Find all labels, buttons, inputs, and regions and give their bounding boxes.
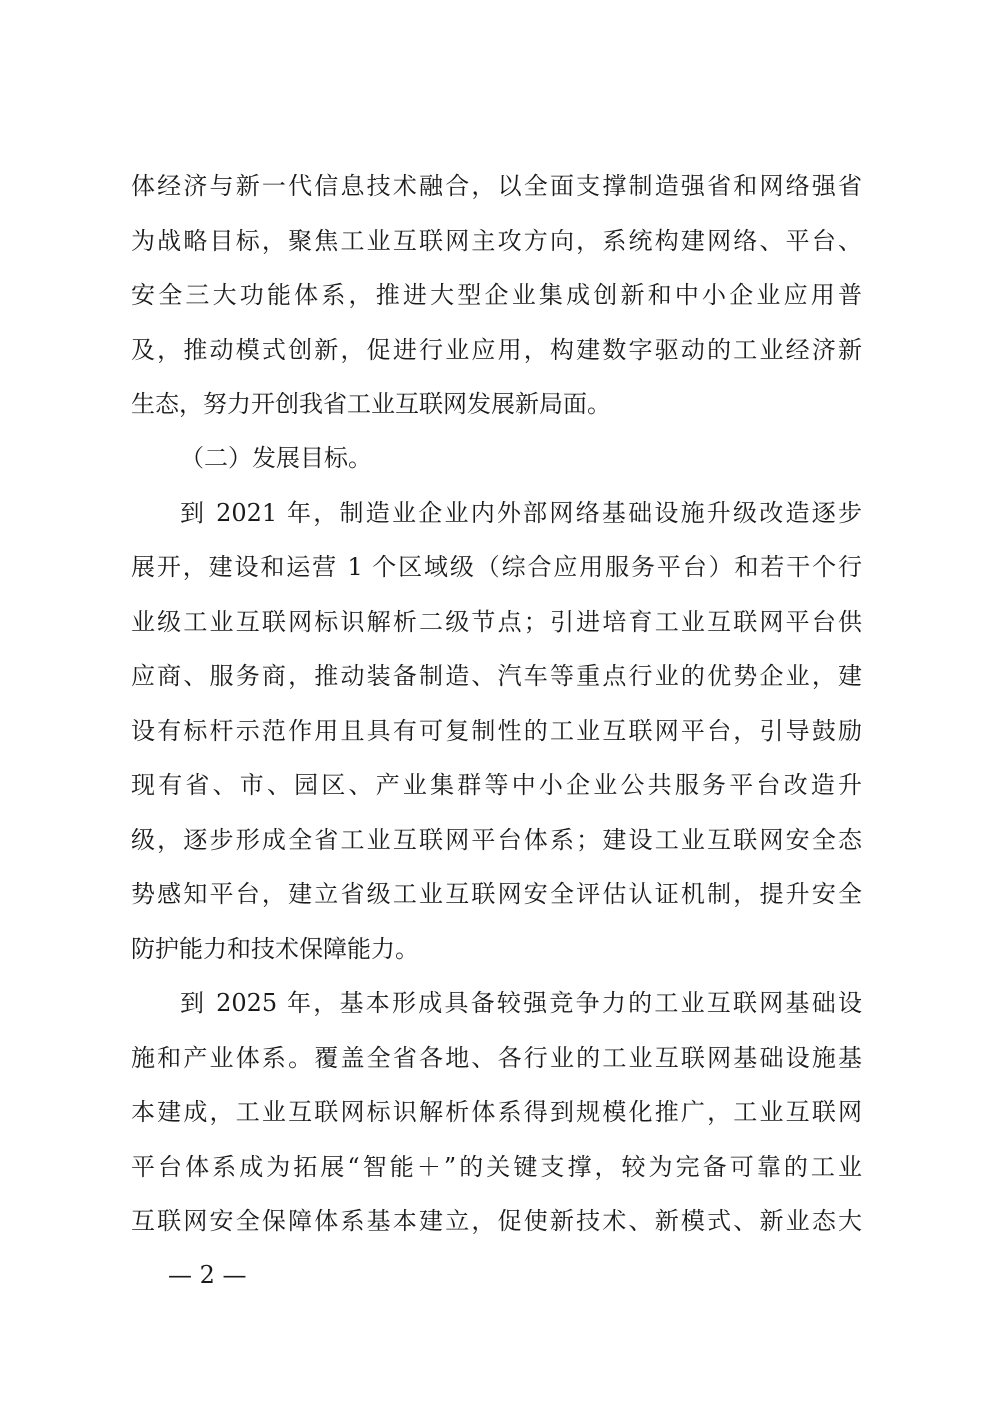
paragraph-1-line-4: 及，推动模式创新，促进行业应用，构建数字驱动的工业经济新 [131, 336, 862, 364]
paragraph-1-line-2: 为战略目标，聚焦工业互联网主攻方向，系统构建网络、平台、 [131, 227, 862, 255]
paragraph-3-line-3: 本建成，工业互联网标识解析体系得到规模化推广，工业互联网 [131, 1098, 862, 1126]
paragraph-3-line-4: 平台体系成为拓展“智能＋”的关键支撑，较为完备可靠的工业 [131, 1153, 862, 1181]
paragraph-3-line-2: 施和产业体系。覆盖全省各地、各行业的工业互联网基础设施基 [131, 1044, 862, 1072]
paragraph-1-line-3: 安全三大功能体系，推进大型企业集成创新和中小企业应用普 [131, 281, 862, 309]
paragraph-2-line-4: 应商、服务商，推动装备制造、汽车等重点行业的优势企业，建 [131, 662, 862, 690]
paragraph-1-line-1: 体经济与新一代信息技术融合，以全面支撑制造强省和网络强省 [131, 172, 862, 200]
paragraph-3-line-1: 到 2025 年，基本形成具备较强竞争力的工业互联网基础设 [180, 989, 862, 1017]
paragraph-2-line-3: 业级工业互联网标识解析二级节点；引进培育工业互联网平台供 [131, 608, 862, 636]
paragraph-2-line-6: 现有省、市、园区、产业集群等中小企业公共服务平台改造升 [131, 771, 862, 799]
paragraph-2-line-1: 到 2021 年，制造业企业内外部网络基础设施升级改造逐步 [180, 499, 862, 527]
page-number: — 2 — [168, 1261, 247, 1289]
paragraph-2-line-9: 防护能力和技术保障能力。 [131, 935, 419, 963]
section-heading: （二）发展目标。 [180, 444, 372, 472]
paragraph-2-line-7: 级，逐步形成全省工业互联网平台体系；建设工业互联网安全态 [131, 826, 862, 854]
paragraph-2-line-5: 设有标杆示范作用且具有可复制性的工业互联网平台，引导鼓励 [131, 717, 862, 745]
paragraph-3-line-5: 互联网安全保障体系基本建立，促使新技术、新模式、新业态大 [131, 1207, 862, 1235]
paragraph-2-line-8: 势感知平台，建立省级工业互联网安全评估认证机制，提升安全 [131, 880, 862, 908]
paragraph-2-line-2: 展开，建设和运营 1 个区域级（综合应用服务平台）和若干个行 [131, 553, 862, 581]
paragraph-1-line-5: 生态，努力开创我省工业互联网发展新局面。 [131, 390, 611, 418]
